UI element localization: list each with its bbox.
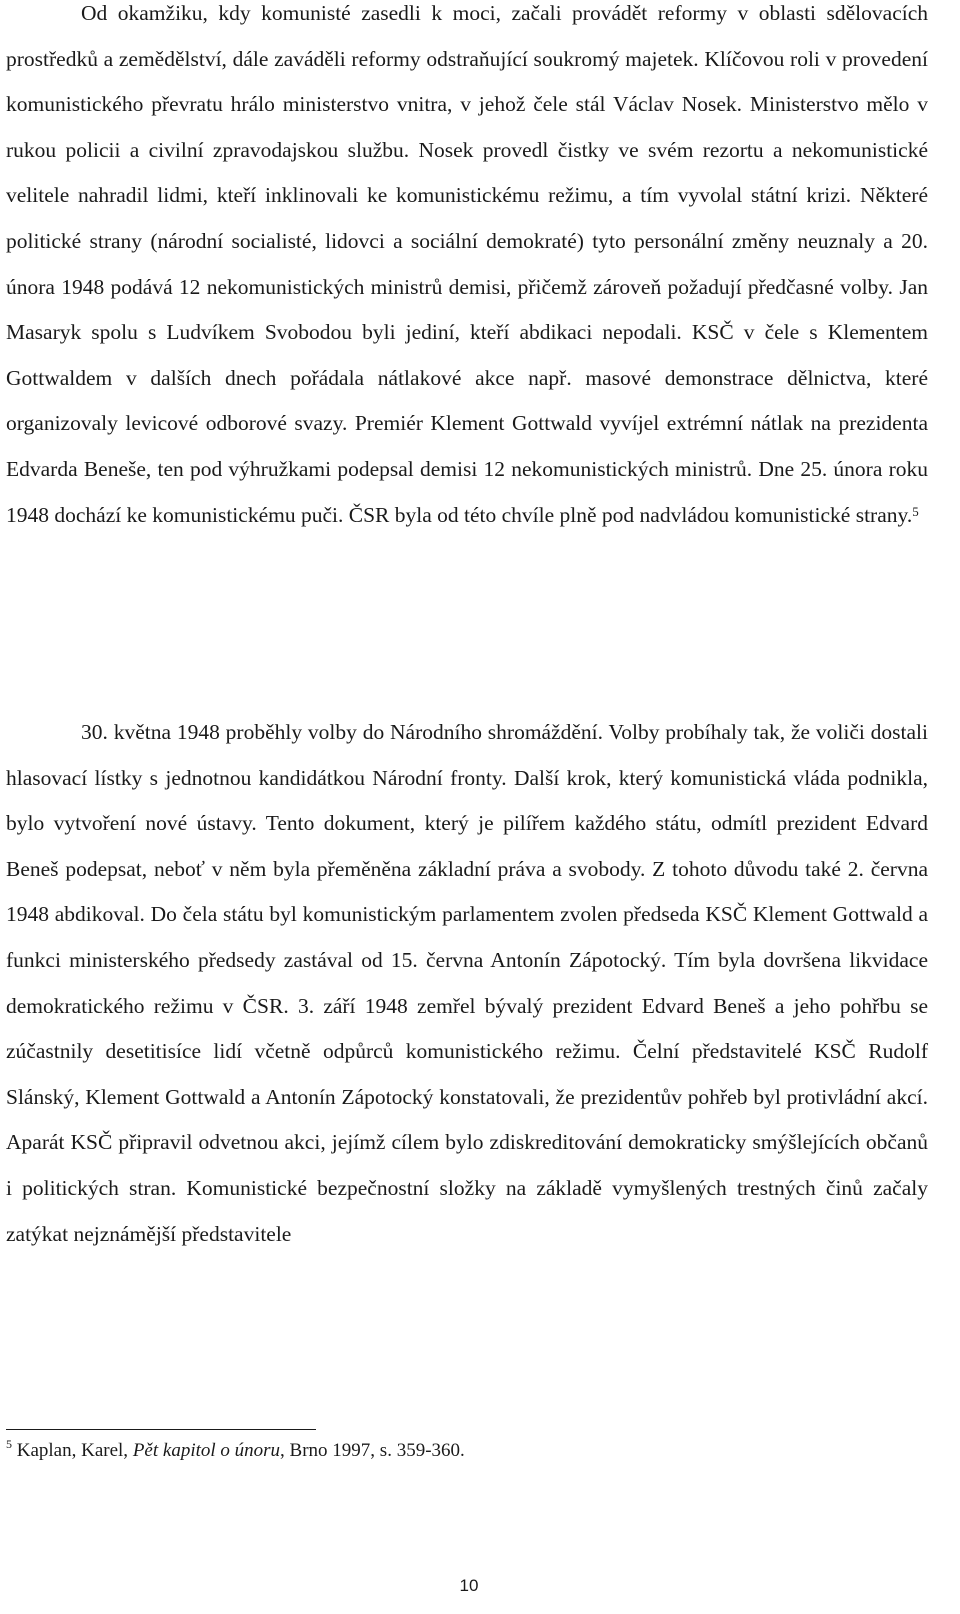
paragraph-1-text: Od okamžiku, kdy komunisté zasedli k moci, začali provádět reformy v oblasti sdělovacích prostředků a zemědělství, dále zaváděli reformy odstraňující soukromý majetek. Klíčovou roli v provedení komunistického převratu hrálo ministerstvo vnitra, v jehož čele stál Václav Nosek. Ministerstvo mělo v rukou policii a civilní zpravodajskou službu. Nosek provedl čistky ve svém rezortu a nekomunistické velitele nahradil lidmi, kteří inklinovali ke komunistickému režimu, a tím vyvolal státní krizi. Některé politické strany (národní socialisté, lidovci a sociální demokraté) tyto personální změny neuznaly a 20. února 1948 podává 12 nekomunistických ministrů demisi, přičemž zároveň požadují předčasné volby. Jan Masaryk spolu s Ludvíkem Svobodou byli jediní, kteří abdikaci nepodali. KSČ v čele s Klementem Gottwaldem v dalších dnech pořádala nátlakové akce např. masové demonstrace dělnictva, které organizovaly levicové odborové svazy. Premiér Klement Gottwald vyvíjel extrémní nátlak na prezidenta Edvarda Beneše, ten pod výhružkami podepsal demisi 12 nekomunistických ministrů. Dne 25. února roku 1948 dochází ke komunistickému puči. ČSR byla od této chvíle plně pod nadvládou komunistické strany. [6,1,928,527]
footnote-number: 5 [6,1437,12,1451]
body-paragraph-1 [6,0,928,538]
body-paragraph-2 [6,710,928,1257]
footnote-author: Kaplan, Karel, [16,1440,133,1461]
page-number: 10 [459,1576,479,1595]
footnote-reference: 5 [912,503,919,519]
footnote-title: Pět kapitol o únoru [132,1440,281,1461]
footnote-details: , Brno 1997, s. 359-360. [280,1440,465,1461]
footnote [6,1436,906,1466]
footnote-separator [6,1429,316,1430]
paragraph-2-text: 30. května 1948 proběhly volby do Národního shromáždění. Volby probíhaly tak, že voliči dostali hlasovací lístky s jednotnou kandidátkou Národní fronty. Další krok, který komunistická vláda podnikla, bylo vytvoření nové ústavy. Tento dokument, který je pilířem každého státu, odmítl prezident Edvard Beneš podepsat, neboť v něm byla přeměněna základní práva a svobody. Z tohoto důvodu také 2. června 1948 abdikoval. Do čela státu byl komunistickým parlamentem zvolen předseda KSČ Klement Gottwald a funkci ministerského předsedy zastával od 15. června Antonín Zápotocký. Tím byla dovršena likvidace demokratického režimu v ČSR. 3. září 1948 zemřel bývalý prezident Edvard Beneš a jeho pohřbu se zúčastnily desetitisíce lidí včetně odpůrců komunistického režimu. Čelní představitelé KSČ Rudolf Slánský, Klement Gottwald a Antonín Zápotocký konstatovali, že prezidentův pohřeb byl protivládní akcí. Aparát KSČ připravil odvetnou akci, jejímž cílem bylo zdiskreditování demokraticky smýšlejících občanů i politických stran. Komunistické bezpečnostní složky na základě vymyšlených trestných činů začaly zatýkat nejznámější představitele [6,720,928,1246]
